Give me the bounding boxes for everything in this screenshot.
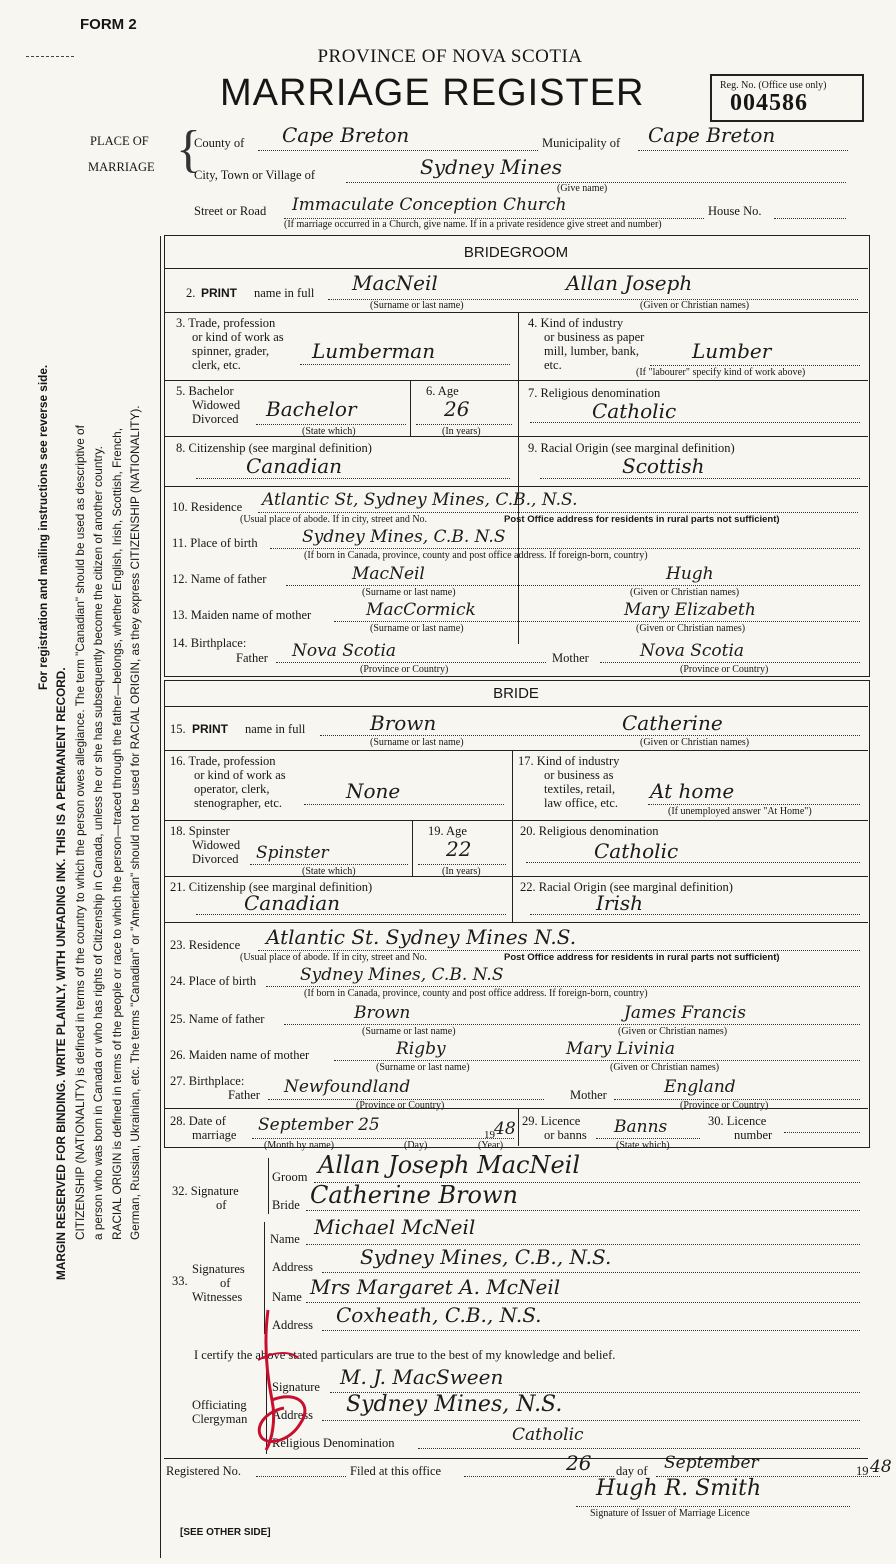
bride-birthplace-line: [266, 986, 860, 987]
bride-surname: Brown: [370, 711, 437, 735]
bride-f16-l4: stenographer, etc.: [194, 796, 283, 810]
street-value: Immaculate Conception Church: [292, 195, 567, 215]
groom-signature: Allan Joseph MacNeil: [318, 1151, 580, 1179]
place-brace: {: [176, 121, 201, 178]
binding-line: [160, 236, 161, 1558]
groom-f11: 11. Place of birth: [172, 536, 258, 550]
bride-sig-label: Bride: [272, 1198, 300, 1212]
bride-f27: 27. Birthplace:: [170, 1074, 245, 1088]
bride-state-caption: (State which): [302, 866, 356, 877]
clergy-address: Sydney Mines, N.S.: [346, 1392, 563, 1417]
bride-f19: 19. Age: [428, 824, 467, 838]
bg-rule-3: [164, 380, 868, 381]
groom-birthplace-line: [270, 548, 860, 549]
bride-f17-l1: 17. Kind of industry: [518, 754, 620, 768]
groom-age: 26: [444, 397, 470, 421]
groom-f7: 7. Religious denomination: [528, 386, 661, 400]
groom-f8: 8. Citizenship (see marginal definition): [176, 441, 372, 455]
bride-status-line: [250, 864, 408, 865]
groom-f13: 13. Maiden name of mother: [172, 608, 312, 622]
footer-rule: [164, 1458, 868, 1459]
margin-line-2: MARGIN RESERVED FOR BINDING. WRITE PLAINLY, WITH UNFADING INK. THIS IS A PERMANENT RECORD.: [54, 667, 69, 1280]
f33-l3: Witnesses: [192, 1290, 243, 1304]
bride-mother-line: [334, 1060, 860, 1061]
bride-mother-surname: Rigby: [396, 1039, 446, 1059]
licence-value: Banns: [614, 1117, 668, 1137]
w1-name-label: Name: [270, 1232, 300, 1246]
groom-father-given-caption: (Given or Christian names): [630, 587, 740, 598]
groom-print-label: PRINT: [201, 286, 237, 300]
groom-f3-l2: or kind of work as: [192, 330, 284, 344]
groom-f3-l3: spinner, grader,: [192, 344, 270, 358]
groom-status-line: [256, 424, 406, 425]
groom-f6: 6. Age: [426, 384, 459, 398]
margin-line-4: a person who was born in Canada or who has rights of Citizenship in Canada, unless he or she has subsequently become the citizen of another country.: [91, 446, 106, 1240]
county-label: County of: [194, 136, 245, 150]
city-caption: (Give name): [557, 183, 608, 194]
groom-father-line: [286, 585, 860, 586]
bride-mother-given-caption: (Given or Christian names): [610, 1062, 720, 1073]
reg-no-label: Reg. No. (Office use only): [720, 80, 827, 91]
bg-rule-1: [164, 268, 868, 269]
filed-year-prefix: 19: [856, 1464, 869, 1478]
marriage-year: 48: [494, 1119, 516, 1139]
groom-mother-given: Mary Elizabeth: [624, 600, 756, 620]
clergy-address-line: [322, 1420, 860, 1421]
f29-l1: 29. Licence: [522, 1114, 581, 1128]
f33-num: 33.: [172, 1274, 188, 1288]
bride-mother-surname-caption: (Surname or last name): [376, 1062, 470, 1073]
groom-father-birth: Nova Scotia: [292, 641, 397, 661]
br-rule-1: [164, 706, 868, 707]
filed-day: 26: [566, 1451, 592, 1475]
house-label: House No.: [708, 204, 762, 218]
clergy-religion-line: [418, 1448, 860, 1449]
bride-birthplace: Sydney Mines, C.B. N.S: [300, 965, 504, 985]
bride-racial-line: [530, 914, 860, 915]
f33-l2: of: [220, 1276, 231, 1290]
groom-citizenship: Canadian: [246, 454, 343, 478]
officiating-l1: Officiating: [192, 1398, 247, 1412]
groom-f2-num: 2.: [186, 286, 196, 300]
br-vdiv-age: [412, 820, 413, 876]
groom-trade-line: [300, 364, 510, 365]
day-of-label: day of: [616, 1464, 648, 1478]
bg-rule-5: [164, 486, 868, 487]
bride-age-line: [418, 864, 506, 865]
bg-vdiv-1: [518, 312, 519, 644]
bride-given-caption: (Given or Christian names): [640, 737, 750, 748]
groom-mother-surname-caption: (Surname or last name): [370, 623, 464, 634]
bride-father-line: [284, 1024, 860, 1025]
groom-f4-l1: 4. Kind of industry: [528, 316, 624, 330]
f28-l2: marriage: [192, 1128, 237, 1142]
f32-l1: 32. Signature: [172, 1184, 239, 1198]
bride-father-surname: Brown: [354, 1003, 411, 1023]
registered-line: [256, 1476, 346, 1477]
province-heading: PROVINCE OF NOVA SCOTIA: [317, 46, 583, 67]
groom-f5-l1: 5. Bachelor: [176, 384, 234, 398]
groom-birth-mother-line: [600, 662, 860, 663]
street-label: Street or Road: [194, 204, 267, 218]
clergy-religion: Catholic: [512, 1425, 584, 1445]
bride-status: Spinster: [256, 843, 329, 863]
certify-text: I certify the above stated particulars are true to the best of my knowledge and belief.: [194, 1348, 616, 1362]
county-line: [258, 150, 538, 151]
bride-birth-mother-caption: (Province or Country): [680, 1100, 769, 1111]
groom-f3-l1: 3. Trade, profession: [176, 316, 276, 330]
margin-line-5: RACIAL ORIGIN is defined in terms of the people or race to which the person—traced through the father—belongs, whether English, Irish, Scottish, French,: [109, 428, 124, 1240]
groom-mother-line: [334, 621, 860, 622]
witness2-name: Mrs Margaret A. McNeil: [310, 1275, 561, 1299]
groom-f5-l3: Divorced: [192, 412, 239, 426]
br-rule-2: [164, 750, 868, 751]
licence-line: [596, 1138, 700, 1139]
groom-industry-line: [650, 365, 860, 366]
witness1-address: Sydney Mines, C.B., N.S.: [360, 1245, 612, 1269]
bride-f18-l2: Widowed: [192, 838, 241, 852]
licence-number-line: [784, 1132, 860, 1133]
groom-birth-father-caption: (Province or Country): [360, 664, 449, 675]
groom-f10: 10. Residence: [172, 500, 243, 514]
bride-f20: 20. Religious denomination: [520, 824, 659, 838]
bride-birth-caption: (If born in Canada, province, county and post office address. If foreign-born, country): [304, 988, 648, 999]
bride-father-surname-caption: (Surname or last name): [362, 1026, 456, 1037]
groom-residence: Atlantic St, Sydney Mines, C.B., N.S.: [262, 490, 578, 510]
br-vdiv-1: [512, 750, 513, 922]
street-caption: (If marriage occurred in a Church, give name. If in a private residence give street and number): [284, 219, 662, 230]
bg-vdiv-age: [410, 380, 411, 436]
bride-residence: Atlantic St. Sydney Mines N.S.: [266, 925, 577, 949]
margin-line-6: German, Russian, Ukrainian, etc. The terms "Canadian" or "American" should not be used for RACIAL ORIGIN, as they express CITIZENSHIP (NATIONALITY).: [128, 405, 143, 1240]
f33-l1: Signatures: [192, 1262, 245, 1276]
municipality-line: [638, 150, 848, 151]
groom-f9: 9. Racial Origin (see marginal definition): [528, 441, 735, 455]
bg-rule-4: [164, 436, 868, 437]
f29-l2: or banns: [544, 1128, 587, 1142]
margin-text: [34, 0, 144, 1360]
date-line: [252, 1138, 514, 1139]
bride-f17-l2: or business as: [544, 768, 614, 782]
groom-f4-l4: etc.: [544, 358, 562, 372]
groom-industry-caption: (If "labourer" specify kind of work above): [636, 367, 806, 378]
groom-f4-l2: or business as paper: [544, 330, 645, 344]
month-caption: (Month by name): [264, 1140, 334, 1151]
county-value: Cape Breton: [282, 123, 410, 147]
br-rule-4: [164, 876, 868, 877]
bride-f17-l3: textiles, retail,: [544, 782, 616, 796]
marriage-label: MARRIAGE: [88, 160, 155, 174]
bride-religion: Catholic: [594, 839, 679, 863]
place-of-label: PLACE OF: [90, 134, 149, 148]
filed-month: September: [664, 1453, 759, 1473]
clergy-address-label: Address: [272, 1408, 313, 1422]
w1-address-label: Address: [272, 1260, 313, 1274]
bg-rule-2: [164, 312, 868, 313]
w1-address-line: [322, 1272, 860, 1273]
bride-trade-line: [304, 804, 504, 805]
groom-birth-father-line: [276, 662, 546, 663]
groom-trade: Lumberman: [312, 339, 436, 363]
clergy-sig-label: Signature: [272, 1380, 320, 1394]
w2-address-line: [322, 1330, 860, 1331]
f32-bracket: [268, 1158, 269, 1214]
bride-citizenship: Canadian: [244, 891, 341, 915]
issuer-signature: Hugh R. Smith: [596, 1476, 762, 1501]
f32-l2: of: [216, 1198, 227, 1212]
groom-name-label: name in full: [254, 286, 315, 300]
groom-birth-father-label: Father: [236, 651, 268, 665]
groom-f3-l4: clerk, etc.: [192, 358, 241, 372]
groom-f5-l2: Widowed: [192, 398, 241, 412]
f30-l2: number: [734, 1128, 773, 1142]
margin-line-3: CITIZENSHIP (NATIONALITY) is defined in terms of the country to which the person owes allegiance. The term "Canadian" should be used as descriptive of: [72, 425, 87, 1240]
bride-birth-mother-label: Mother: [570, 1088, 607, 1102]
br-rule-3: [164, 820, 868, 821]
bride-racial: Irish: [596, 891, 644, 915]
groom-status: Bachelor: [266, 397, 357, 421]
groom-sig-label: Groom: [272, 1170, 308, 1184]
bride-industry-line: [648, 804, 860, 805]
witness2-address: Coxheath, C.B., N.S.: [336, 1303, 542, 1327]
groom-age-line: [416, 424, 512, 425]
bride-age: 22: [446, 837, 472, 861]
bride-f21: 21. Citizenship (see marginal definition): [170, 880, 373, 894]
groom-industry: Lumber: [692, 339, 772, 363]
bride-religion-line: [526, 862, 860, 863]
groom-racial: Scottish: [622, 454, 705, 478]
reg-no-box: [710, 74, 864, 122]
day-caption: (Day): [404, 1140, 428, 1151]
bride-birth-father-label: Father: [228, 1088, 260, 1102]
groom-father-surname: MacNeil: [352, 564, 425, 584]
bride-residence-caption-b: Post Office address for residents in rural parts not sufficient): [504, 952, 780, 963]
groom-surname-caption: (Surname or last name): [370, 300, 464, 311]
registered-label: Registered No.: [166, 1464, 241, 1478]
groom-f4-l3: mill, lumber, bank,: [544, 344, 639, 358]
city-label: City, Town or Village of: [194, 168, 316, 182]
bride-f16-l3: operator, clerk,: [194, 782, 270, 796]
w2-name-label: Name: [272, 1290, 302, 1304]
bride-f25: 25. Name of father: [170, 1012, 265, 1026]
bride-father-given-caption: (Given or Christian names): [618, 1026, 728, 1037]
br-rule-5: [164, 922, 868, 923]
bride-mother-given: Mary Livinia: [566, 1039, 675, 1059]
date-vdiv: [518, 1108, 519, 1146]
groom-racial-line: [540, 478, 860, 479]
groom-state-caption: (State which): [302, 426, 356, 437]
bride-f16-l2: or kind of work as: [194, 768, 286, 782]
bride-citizenship-line: [196, 914, 506, 915]
municipality-value: Cape Breton: [648, 123, 776, 147]
groom-residence-caption-a: (Usual place of abode. If in city, street and No.: [240, 514, 428, 525]
municipality-label: Municipality of: [542, 136, 621, 150]
groom-birth-caption: (If born in Canada, province, county and post office address. If foreign-born, country): [304, 550, 648, 561]
bride-industry: At home: [650, 779, 735, 803]
page-title: MARRIAGE REGISTER: [220, 72, 645, 114]
groom-birthplace: Sydney Mines, C.B. N.S: [302, 527, 506, 547]
groom-residence-line: [258, 512, 858, 513]
groom-birth-mother-caption: (Province or Country): [680, 664, 769, 675]
bride-name-label: name in full: [245, 722, 306, 736]
bride-birth-father-caption: (Province or Country): [356, 1100, 445, 1111]
groom-birth-mother-label: Mother: [552, 651, 589, 665]
bride-f24: 24. Place of birth: [170, 974, 257, 988]
marriage-year-prefix: 19: [484, 1129, 495, 1141]
licence-state-caption: (State which): [616, 1140, 670, 1151]
bride-f17-l4: law office, etc.: [544, 796, 619, 810]
groom-mother-surname: MacCormick: [366, 600, 476, 620]
groom-mother-birth: Nova Scotia: [640, 641, 745, 661]
bride-name-line: [320, 735, 860, 736]
bride-given: Catherine: [622, 711, 723, 735]
city-value: Sydney Mines: [420, 155, 563, 179]
bride-f16-l1: 16. Trade, profession: [170, 754, 276, 768]
groom-father-surname-caption: (Surname or last name): [362, 587, 456, 598]
bridegroom-heading: BRIDEGROOM: [463, 244, 569, 261]
red-ink-mark: [236, 1300, 326, 1470]
groom-f12: 12. Name of father: [172, 572, 267, 586]
groom-f14: 14. Birthplace:: [172, 636, 247, 650]
bride-f15-num: 15.: [170, 722, 186, 736]
clergy-signature: M. J. MacSween: [340, 1365, 504, 1389]
filed-label: Filed at this office: [350, 1464, 442, 1478]
bride-f23: 23. Residence: [170, 938, 241, 952]
groom-given-caption: (Given or Christian names): [640, 300, 750, 311]
groom-father-given: Hugh: [666, 564, 714, 584]
bride-mother-birth: England: [664, 1077, 736, 1097]
issuer-caption: Signature of Issuer of Marriage Licence: [590, 1508, 750, 1519]
groom-years-caption: (In years): [442, 426, 481, 437]
margin-line-1: For registration and mailing instructions see reverse side.: [36, 364, 50, 690]
groom-citizenship-line: [196, 478, 510, 479]
filed-year: 48: [870, 1457, 892, 1477]
reg-no-value: 004586: [730, 90, 808, 116]
bride-f18-l3: Divorced: [192, 852, 239, 866]
groom-mother-given-caption: (Given or Christian names): [636, 623, 746, 634]
see-other-side: [SEE OTHER SIDE]: [180, 1527, 271, 1538]
bride-father-birth: Newfoundland: [284, 1077, 411, 1097]
bride-residence-caption-a: (Usual place of abode. If in city, street and No.: [240, 952, 428, 963]
bride-residence-line: [258, 950, 860, 951]
form-number: FORM 2: [80, 16, 137, 33]
groom-given: Allan Joseph: [566, 271, 693, 295]
bride-years-caption: (In years): [442, 866, 481, 877]
bride-f22: 22. Racial Origin (see marginal definition): [520, 880, 733, 894]
filed-line: [464, 1476, 614, 1477]
f28-l1: 28. Date of: [170, 1114, 226, 1128]
bride-sig-line: [306, 1210, 860, 1211]
bride-heading: BRIDE: [493, 685, 539, 702]
witness1-name: Michael McNeil: [314, 1215, 476, 1239]
year-caption: (Year): [478, 1140, 504, 1151]
groom-religion-line: [530, 422, 860, 423]
groom-residence-caption-b: Post Office address for residents in rural parts not sufficient): [504, 514, 780, 525]
groom-religion: Catholic: [592, 399, 677, 423]
marriage-date: September 25: [258, 1115, 380, 1135]
bride-surname-caption: (Surname or last name): [370, 737, 464, 748]
bride-print-label: PRINT: [192, 722, 228, 736]
br-rule-6: [164, 1108, 868, 1109]
f30-l1: 30. Licence: [708, 1114, 767, 1128]
officiating-l2: Clergyman: [192, 1412, 248, 1426]
w2-address-label: Address: [272, 1318, 313, 1332]
house-line: [774, 218, 846, 219]
bride-f26: 26. Maiden name of mother: [170, 1048, 310, 1062]
bride-signature: Catherine Brown: [310, 1181, 518, 1209]
issuer-line: [576, 1506, 850, 1507]
bride-father-given: James Francis: [624, 1003, 746, 1023]
clergy-religion-label: Religious Denomination: [272, 1436, 395, 1450]
groom-surname: MacNeil: [352, 271, 438, 295]
bride-f18-l1: 18. Spinster: [170, 824, 230, 838]
bride-trade: None: [346, 779, 401, 803]
bride-industry-caption: (If unemployed answer "At Home"): [668, 806, 812, 817]
